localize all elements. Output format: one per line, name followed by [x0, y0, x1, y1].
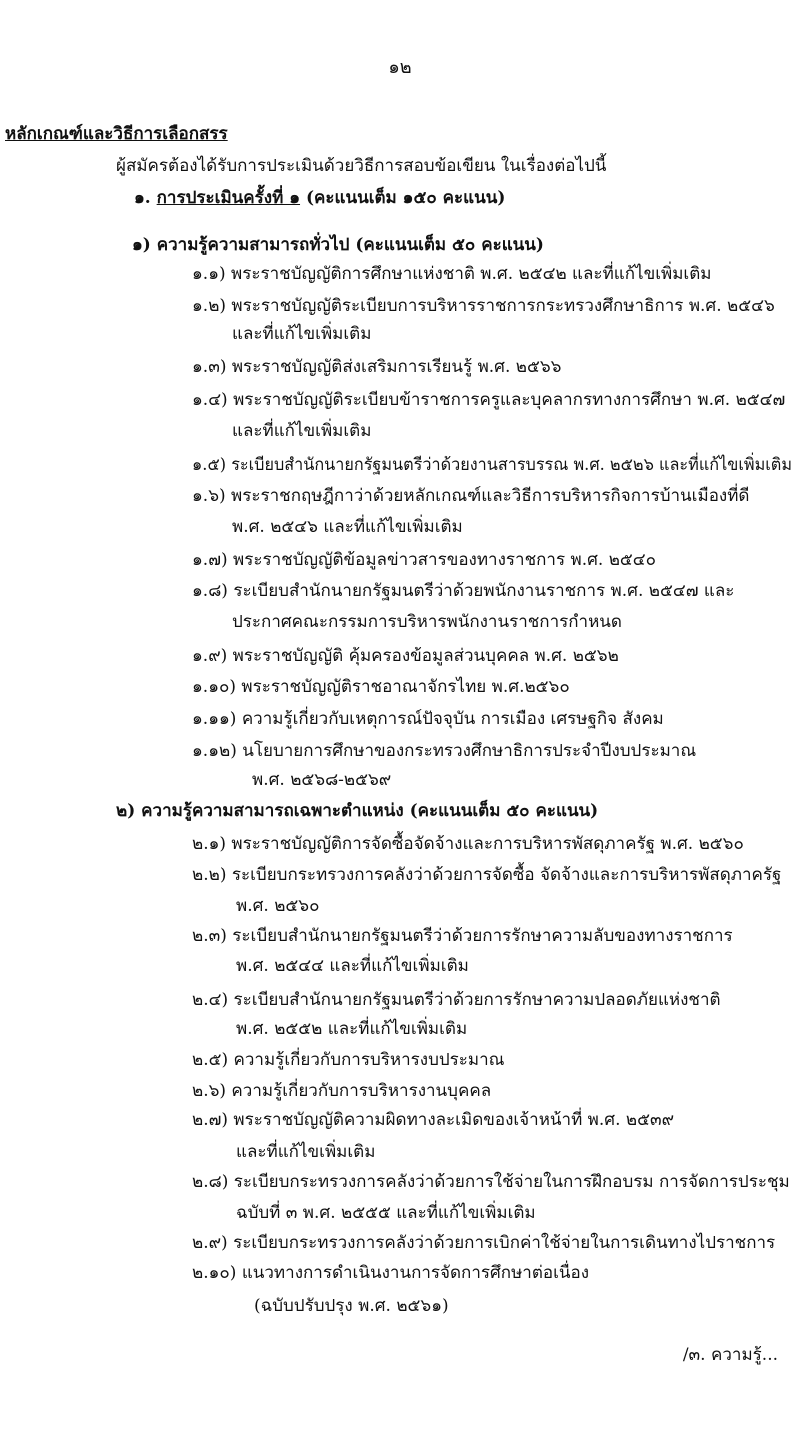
list-item: ๑.๓) พระราชบัญญัติส่งเสริมการเรียนรู้ พ.ศ. ๒๕๖๖	[192, 357, 562, 377]
list-item: ๑.๑๒) นโยบายการศึกษาของกระทรวงศึกษาธิการประจำปีงบประมาณ	[192, 741, 697, 761]
criteria-heading: หลักเกณฑ์และวิธีการเลือกสรร	[5, 124, 228, 144]
list-item: ๒.๘) ระเบียบกระทรวงการคลังว่าด้วยการใช้จ่ายในการฝึกอบรม การจัดการประชุม	[192, 1172, 790, 1192]
list-item: ๒.๗) พระราชบัญญัติความผิดทางละเมิดของเจ้าหน้าที่ พ.ศ. ๒๕๓๙	[192, 1110, 675, 1130]
assessment-title	[134, 184, 505, 211]
list-item: ๒.๕) ความรู้เกี่ยวกับการบริหารงบประมาณ	[192, 1050, 505, 1070]
section-heading: ๑) ความรู้ความสามารถทั่วไป (คะแนนเต็ม ๕๐ คะแนน)	[132, 235, 544, 255]
continuation-marker: /๓. ความรู้...	[682, 1345, 778, 1365]
list-item: ๒.๔) ระเบียบสำนักนายกรัฐมนตรีว่าด้วยการรักษาความปลอดภัยแห่งชาติ	[192, 990, 721, 1010]
intro-text: ผู้สมัครต้องได้รับการประเมินด้วยวิธีการสอบข้อเขียน ในเรื่องต่อไปนี้	[116, 156, 607, 176]
list-item: พ.ศ. ๒๕๔๖ และที่แก้ไขเพิ่มเติม	[232, 517, 463, 537]
list-item: ๑.๖) พระราชกฤษฎีกาว่าด้วยหลักเกณฑ์และวิธีการบริหารกิจการบ้านเมืองที่ดี	[192, 486, 750, 506]
list-item: ประกาศคณะกรรมการบริหารพนักงานราชการกำหนด	[232, 612, 622, 632]
list-item: ๑.๑๐) พระราชบัญญัติราชอาณาจักรไทย พ.ศ.๒๕๖๐	[192, 677, 570, 697]
list-item: ๒.๑) พระราชบัญญัติการจัดซื้อจัดจ้างและการบริหารพัสดุภาครัฐ พ.ศ. ๒๕๖๐	[192, 834, 744, 854]
list-item: และที่แก้ไขเพิ่มเติม	[236, 1142, 376, 1162]
list-item: พ.ศ. ๒๕๖๘-๒๕๖๙	[252, 770, 392, 790]
list-item: ๒.๒) ระเบียบกระทรวงการคลังว่าด้วยการจัดซื้อ จัดจ้างและการบริหารพัสดุภาครัฐ	[192, 865, 782, 885]
list-item: ๑.๒) พระราชบัญญัติระเบียบการบริหารราชการกระทรวงศึกษาธิการ พ.ศ. ๒๕๔๖	[192, 296, 775, 316]
list-item: และที่แก้ไขเพิ่มเติม	[232, 421, 372, 441]
list-item: ๑.๕) ระเบียบสำนักนายกรัฐมนตรีว่าด้วยงานสารบรรณ พ.ศ. ๒๕๒๖ และที่แก้ไขเพิ่มเติม	[192, 455, 793, 475]
list-item: ๑.๑๑) ความรู้เกี่ยวกับเหตุการณ์ปัจจุบัน การเมือง เศรษฐกิจ สังคม	[192, 709, 664, 729]
list-item: ๑.๗) พระราชบัญญัติข้อมูลข่าวสารของทางราชการ พ.ศ. ๒๕๔๐	[192, 550, 657, 570]
list-item: ๒.๖) ความรู้เกี่ยวกับการบริหารงานบุคคล	[192, 1081, 492, 1101]
list-item: พ.ศ. ๒๕๕๒ และที่แก้ไขเพิ่มเติม	[236, 1019, 468, 1039]
assessment-score: (คะแนนเต็ม ๑๕๐ คะแนน)	[300, 188, 506, 208]
list-item: ๒.๙) ระเบียบกระทรวงการคลังว่าด้วยการเบิกค่าใช้จ่ายในการเดินทางไปราชการ	[192, 1233, 776, 1253]
list-item: และที่แก้ไขเพิ่มเติม	[232, 324, 372, 344]
list-item: พ.ศ. ๒๕๔๔ และที่แก้ไขเพิ่มเติม	[236, 956, 469, 976]
assessment-round: การประเมินครั้งที่ ๑	[156, 188, 301, 208]
list-item: ๒.๑๐) แนวทางการดำเนินงานการจัดการศึกษาต่อเนื่อง	[192, 1263, 590, 1283]
list-item: (ฉบับปรับปรุง พ.ศ. ๒๕๖๑)	[254, 1296, 449, 1316]
list-item: พ.ศ. ๒๕๖๐	[236, 896, 320, 916]
list-item: ๒.๓) ระเบียบสำนักนายกรัฐมนตรีว่าด้วยการรักษาความลับของทางราชการ	[192, 926, 733, 946]
assessment-prefix: ๑.	[134, 188, 157, 208]
list-item: ๑.๘) ระเบียบสำนักนายกรัฐมนตรีว่าด้วยพนักงานราชการ พ.ศ. ๒๕๔๗ และ	[192, 581, 735, 601]
page-number: ๑๒	[388, 57, 412, 78]
list-item: ฉบับที่ ๓ พ.ศ. ๒๕๕๕ และที่แก้ไขเพิ่มเติม	[236, 1203, 536, 1223]
list-item: ๑.๔) พระราชบัญญัติระเบียบข้าราชการครูและบุคลากรทางการศึกษา พ.ศ. ๒๕๔๗	[192, 390, 786, 410]
list-item: ๑.๙) พระราชบัญญัติ คุ้มครองข้อมูลส่วนบุคคล พ.ศ. ๒๕๖๒	[192, 646, 619, 666]
section-heading: ๒) ความรู้ความสามารถเฉพาะตำแหน่ง (คะแนนเต็ม ๕๐ คะแนน)	[116, 801, 599, 821]
list-item: ๑.๑) พระราชบัญญัติการศึกษาแห่งชาติ พ.ศ. ๒๕๔๒ และที่แก้ไขเพิ่มเติม	[192, 264, 712, 284]
